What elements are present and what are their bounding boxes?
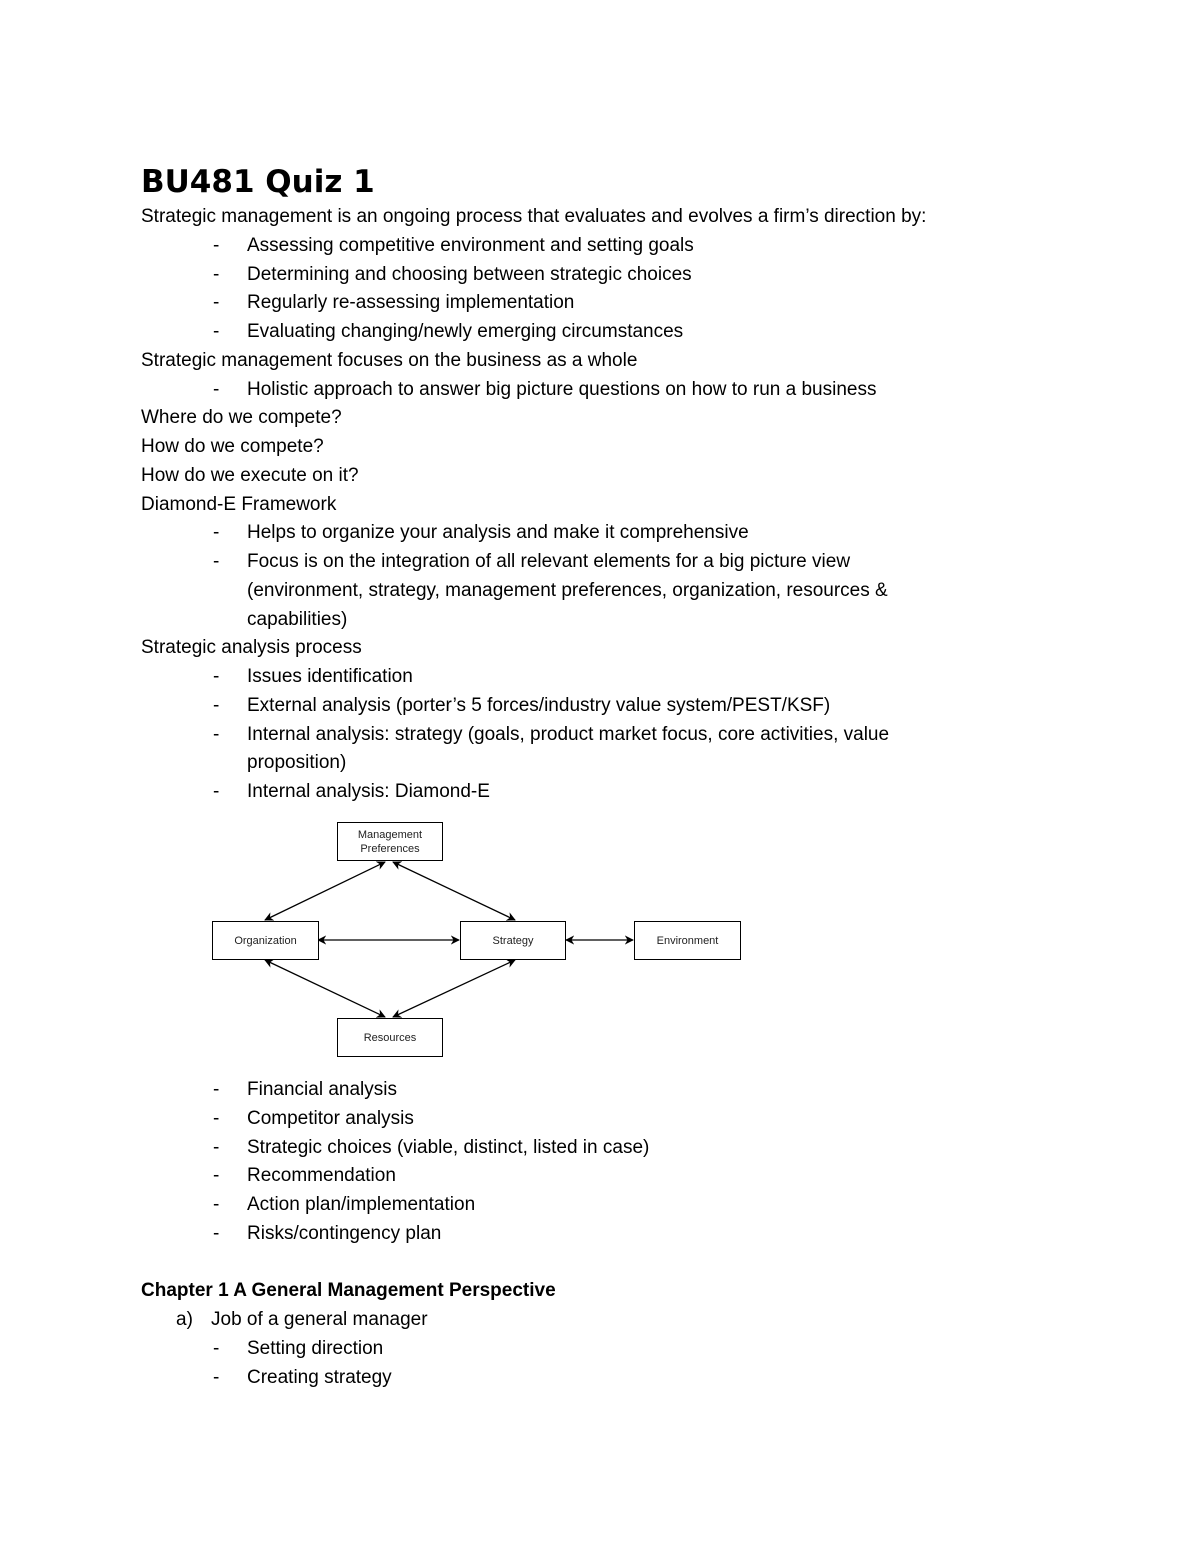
list-item-continuation: proposition) xyxy=(247,752,347,774)
list-item: - External analysis (porter’s 5 forces/industry value system/PEST/KSF) xyxy=(141,692,1041,721)
list-item: - Risks/contingency plan xyxy=(141,1220,1041,1249)
item-label: a) xyxy=(176,1309,193,1330)
arrow-organization-resources xyxy=(265,960,385,1017)
paragraph: Strategic analysis process xyxy=(141,637,362,659)
node-management-preferences xyxy=(337,822,443,861)
list-item: - Competitor analysis xyxy=(141,1105,1041,1134)
question: How do we compete? xyxy=(141,436,324,457)
document-title: BU481 Quiz 1 xyxy=(141,164,375,200)
list-item: - Financial analysis xyxy=(141,1076,1041,1105)
node-label: Management xyxy=(357,828,423,841)
question: Where do we compete? xyxy=(141,407,342,429)
list-item: - Focus is on the integration of all relevant elements for a big picture view xyxy=(141,548,1041,577)
node-label: Preferences xyxy=(360,842,420,855)
paragraph: Diamond-E Framework xyxy=(141,493,337,515)
list-item: - Strategic choices (viable, distinct, listed in case) xyxy=(141,1134,1041,1163)
list-item: - Recommendation xyxy=(141,1162,1041,1191)
list-item: - Determining and choosing between strategic choices xyxy=(141,261,1041,290)
list-item: - Issues identification xyxy=(141,663,1041,692)
node-environment: Environment xyxy=(634,921,741,960)
list-item: - Internal analysis: Diamond-E xyxy=(141,778,1041,807)
list-item-continuation: (environment, strategy, management preferences, organization, resources & xyxy=(247,579,888,601)
arrow-mgmt-strategy xyxy=(393,862,515,920)
question: How do we execute on it? xyxy=(141,464,359,486)
chapter-heading: Chapter 1 A General Management Perspective xyxy=(141,1280,556,1302)
node-strategy: Strategy xyxy=(460,921,566,960)
lettered-item xyxy=(141,1306,1041,1335)
list-item: - Assessing competitive environment and setting goals xyxy=(141,232,1041,261)
list-item: - Regularly re-assessing implementation xyxy=(141,289,1041,318)
arrow-strategy-resources xyxy=(393,960,515,1017)
list-item: - Setting direction xyxy=(141,1335,1041,1364)
list-item: - Holistic approach to answer big picture questions on how to run a business xyxy=(141,376,1041,405)
list-item: - Action plan/implementation xyxy=(141,1191,1041,1220)
paragraph: Strategic management focuses on the business as a whole xyxy=(141,349,638,371)
list-item: - Creating strategy xyxy=(141,1364,1041,1393)
section-process-continued xyxy=(141,1076,1041,1392)
node-resources: Resources xyxy=(337,1018,443,1057)
paragraph: Strategic management is an ongoing process that evaluates and evolves a firm’s direction by: xyxy=(141,206,927,227)
node-organization: Organization xyxy=(212,921,319,960)
item-text: Job of a general manager xyxy=(211,1309,428,1330)
arrow-mgmt-organization xyxy=(265,862,385,920)
list-item: - Internal analysis: strategy (goals, product market focus, core activities, value xyxy=(141,721,1041,750)
list-item: - Evaluating changing/newly emerging circumstances xyxy=(141,318,1041,347)
list-item-continuation: capabilities) xyxy=(247,608,348,630)
list-item: - Helps to organize your analysis and make it comprehensive xyxy=(141,519,1041,548)
